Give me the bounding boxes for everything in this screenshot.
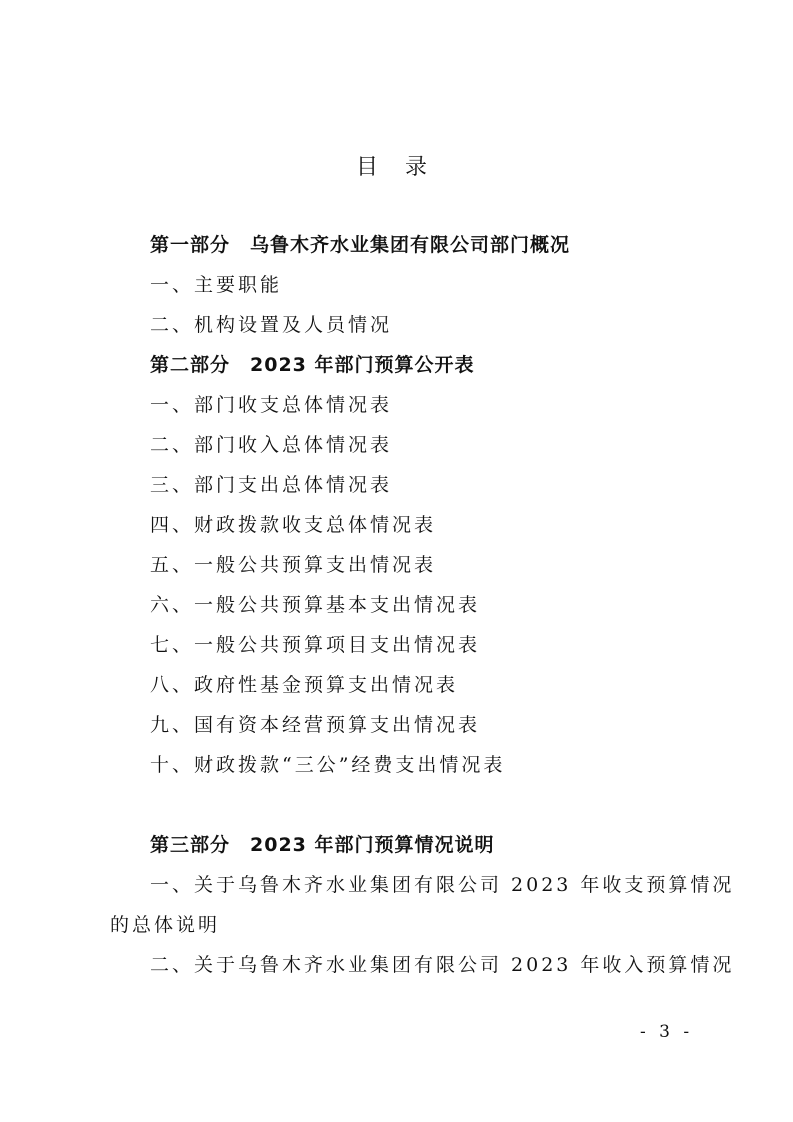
part2-item-3: 三、部门支出总体情况表	[150, 474, 393, 496]
part2-item-4: 四、财政拨款收支总体情况表	[150, 514, 437, 536]
part2-item-5: 五、一般公共预算支出情况表	[150, 554, 437, 576]
part1-title: 乌鲁木齐水业集团有限公司部门概况	[250, 234, 571, 256]
toc-title: 目 录	[356, 155, 437, 180]
part1-item-2: 二、机构设置及人员情况	[150, 314, 393, 336]
part2-label: 第二部分	[150, 354, 231, 376]
part1-item-1: 一、主要职能	[150, 274, 283, 296]
part3-item-2-line1: 二、关于乌鲁木齐水业集团有限公司 2023 年收入预算情况	[150, 954, 735, 976]
part2-item-2: 二、部门收入总体情况表	[150, 434, 393, 456]
part3-heading	[150, 833, 495, 857]
part2-item-10: 十、财政拨款“三公”经费支出情况表	[150, 754, 506, 776]
part2-item-1: 一、部门收支总体情况表	[150, 394, 393, 416]
part2-title: 2023 年部门预算公开表	[250, 354, 475, 376]
part2-heading	[150, 353, 475, 377]
part1-label: 第一部分	[150, 234, 231, 256]
part2-item-8: 八、政府性基金预算支出情况表	[150, 674, 459, 696]
page-number: - 3 -	[640, 1022, 694, 1042]
part3-label: 第三部分	[150, 834, 231, 856]
part1-heading	[150, 233, 570, 257]
part3-item-1-line1: 一、关于乌鲁木齐水业集团有限公司 2023 年收支预算情况	[150, 874, 735, 896]
part2-item-7: 七、一般公共预算项目支出情况表	[150, 634, 481, 656]
part2-item-6: 六、一般公共预算基本支出情况表	[150, 594, 481, 616]
part2-item-9: 九、国有资本经营预算支出情况表	[150, 714, 481, 736]
part3-title: 2023 年部门预算情况说明	[250, 834, 495, 856]
part3-item-1-line2: 的总体说明	[110, 914, 221, 936]
